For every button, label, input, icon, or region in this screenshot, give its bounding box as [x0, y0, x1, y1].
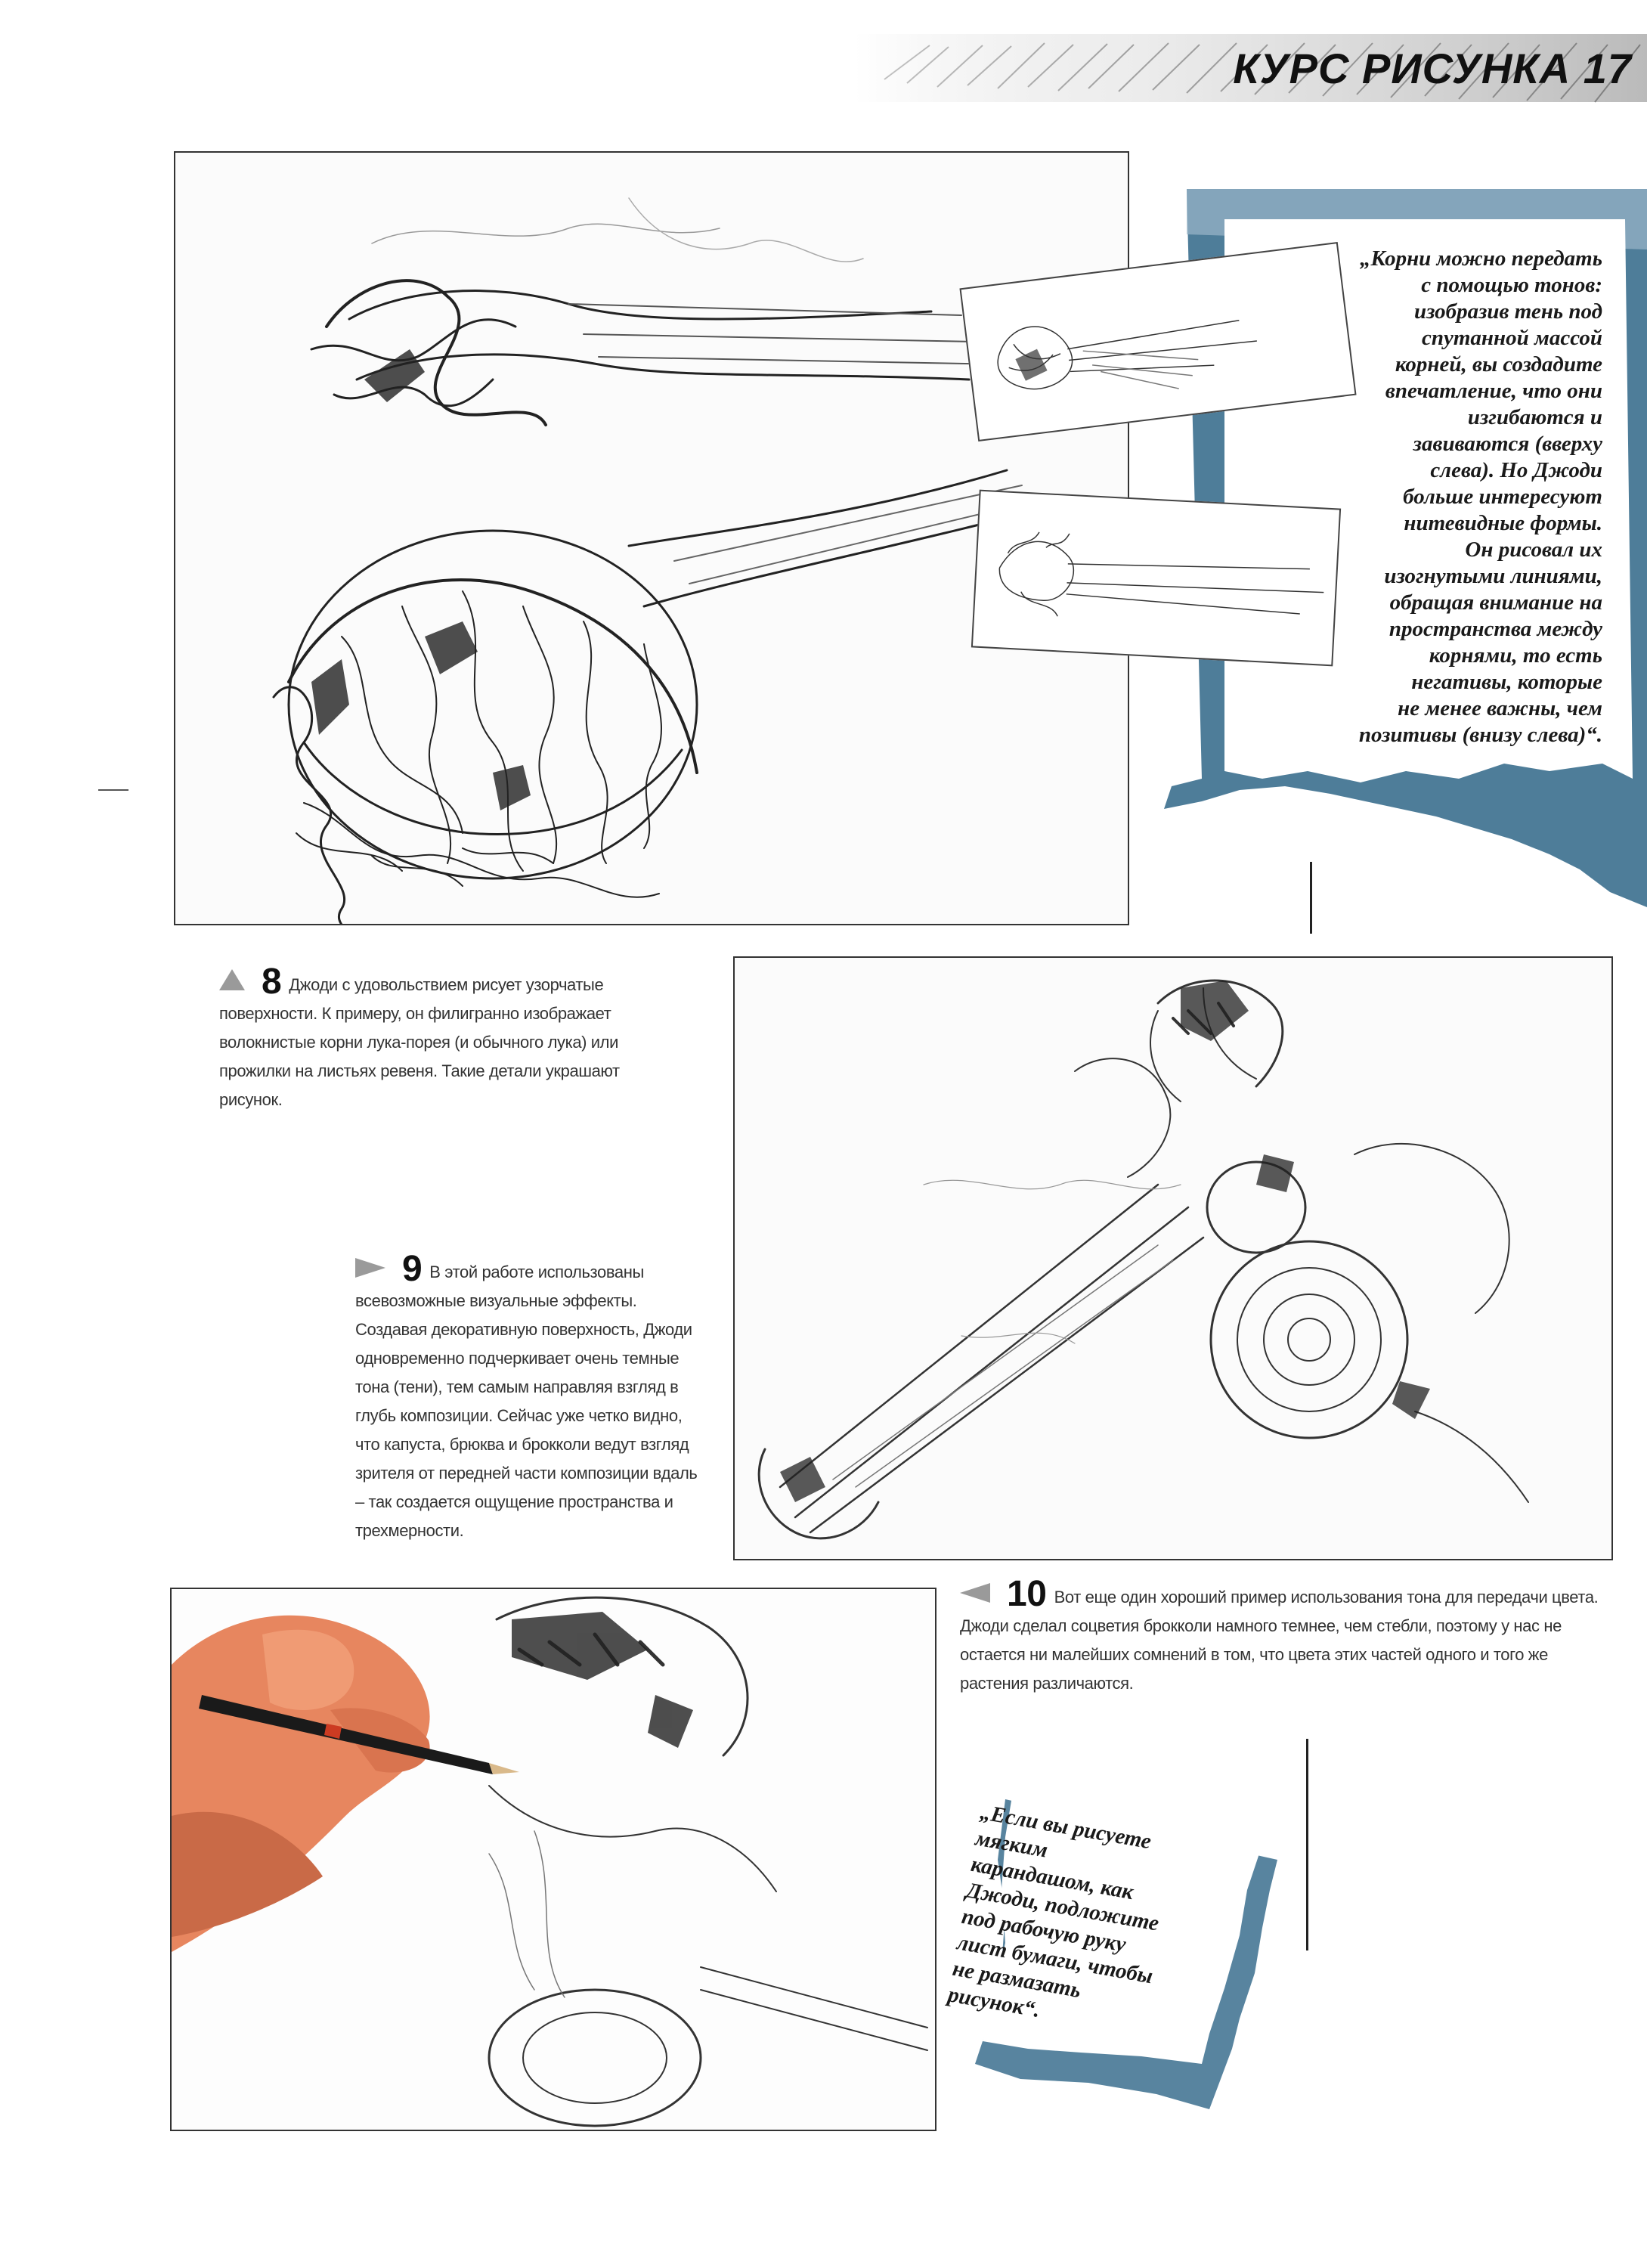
caption-9 [355, 1249, 711, 1545]
triangle-right-icon [355, 1258, 385, 1287]
caption-number: 9 [402, 1249, 423, 1289]
quote-roots: „Корни можно передать с помощью тонов: изобразив тень под спутанной массой корней, вы создадите впечатление, что они изгибаются и завиваются (вверху слева). Но Джоди больше интересуют нитевидные формы. Он рисовал их изогнутыми линиями, обращая внимание на пространства между корнями, то есть негативы, которые не менее важны, чем позитивы (внизу слева)“. [1358, 246, 1602, 747]
caption-text: Вот еще один хороший пример использования тона для передачи цвета. Джоди сделал соцветия брокколи намного темнее, чем стебли, поэтому у нас не остается ни малейших сомнений в том, что цвета этих частей одного и того же растения различаются. [960, 1588, 1599, 1693]
quote-soft-pencil: „Если вы рисуете мягким карандашом, как Джоди, подложите под рабочую руку лист бумаги, чтобы не размазать рисунок“. [946, 1799, 1161, 2023]
caption-text: В этой работе использованы всевозможные визуальные эффекты. Создавая декоративную поверхность, Джоди одновременно подчеркивает очень темные тона (тени), тем самым направляя взгляд в глубь композиции. Сейчас уже четко видно, что капуста, брюква и брокколи ведут взгляд зрителя от передней части композиции вдаль – так создается ощущение пространства и трехмерности. [355, 1263, 698, 1540]
caption-10 [960, 1574, 1610, 1698]
triangle-left-icon [960, 1583, 990, 1612]
edge-mark [98, 782, 128, 787]
caption-number: 8 [262, 962, 282, 1002]
caption-number: 10 [1007, 1574, 1047, 1614]
vertical-rule [1310, 862, 1312, 934]
caption-text: Джоди с удовольствием рисует узорчатые поверхности. К примеру, он филигранно изображает волокнистые корни лука-порея (и обычного лука) или прожилки на листьях ревеня. Такие детали украшают рисунок. [219, 975, 620, 1109]
vegetables-composition-drawing [733, 956, 1613, 1560]
caption-8 [219, 962, 673, 1114]
triangle-up-icon [219, 969, 245, 999]
hand-drawing-photo [170, 1588, 936, 2131]
vertical-rule [1306, 1739, 1308, 1950]
page-header-title: КУРС РИСУНКА 17 [1233, 45, 1632, 92]
